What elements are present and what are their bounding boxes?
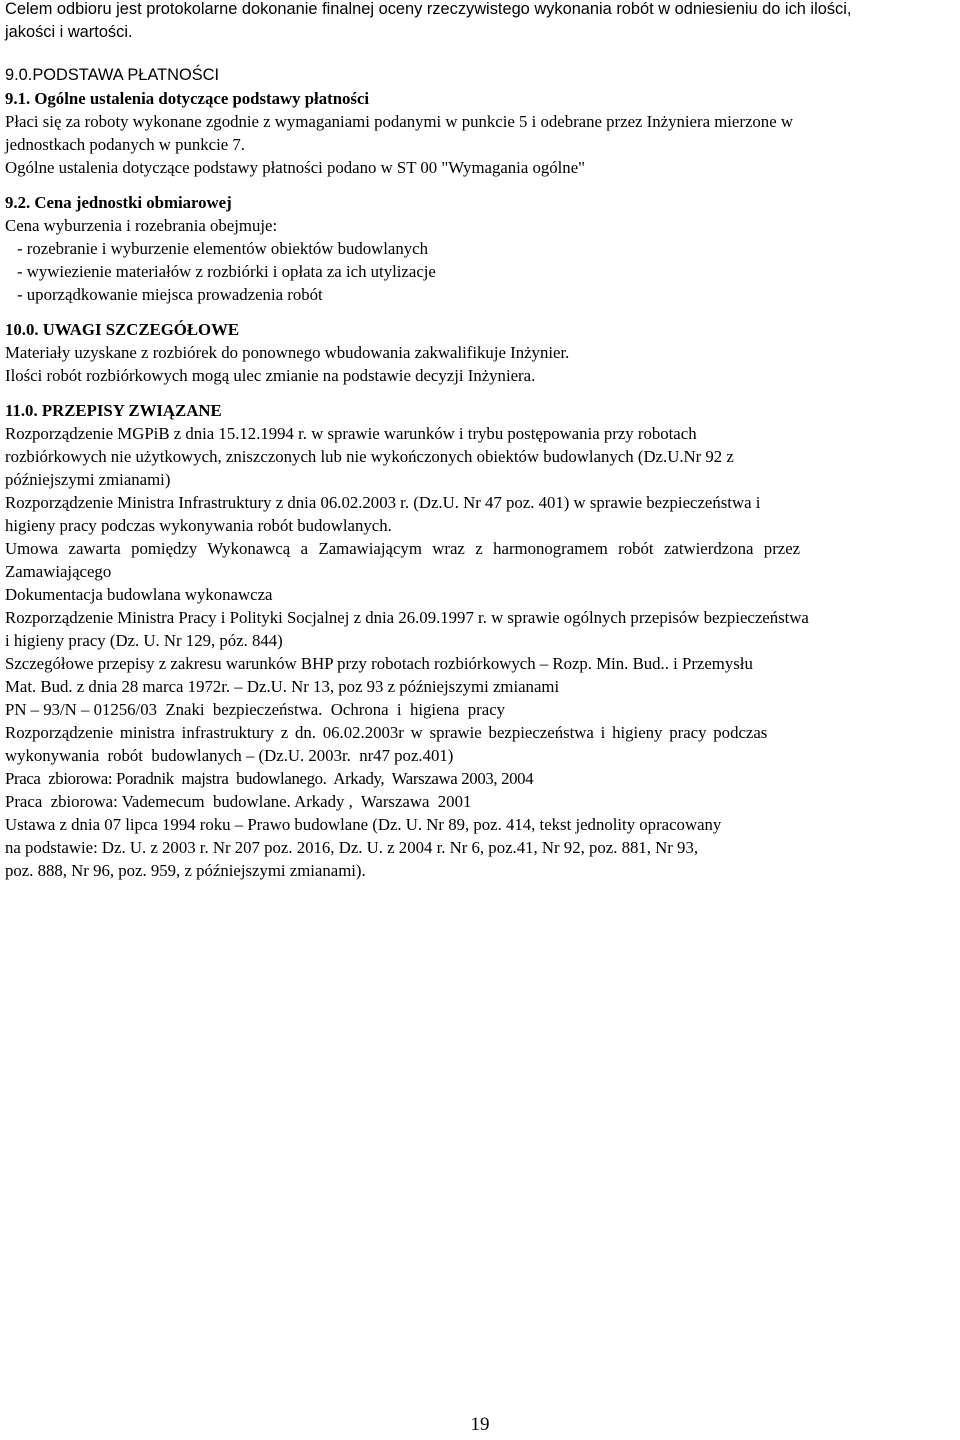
regulation-line: Ustawa z dnia 07 lipca 1994 roku – Prawo budowlane (Dz. U. Nr 89, poz. 414, tekst jednolity opracowany [5,815,722,834]
section-9-1-heading: 9.1. Ogólne ustalenia dotyczące podstawy płatności [5,89,370,108]
section-9-2-intro: Cena wyburzenia i rozebrania obejmuje: [5,216,278,235]
list-item: - wywiezienie materiałów z rozbiórki i opłata za ich utylizacje [17,262,436,281]
document-page [5,0,957,882]
regulation-line: Dokumentacja budowlana wykonawcza [5,585,273,604]
regulation-line: rozbiórkowych nie użytkowych, zniszczonych lub nie wykończonych obiektów budowlanych (Dz.U.Nr 92 z [5,447,734,466]
regulation-line: PN – 93/N – 01256/03 Znaki bezpieczeństwa. Ochrona i higiena pracy [5,700,506,719]
section-10-line-2: Ilości robót rozbiórkowych mogą ulec zmianie na podstawie decyzji Inżyniera. [5,366,536,385]
section-9-1-line-1: Płaci się za roboty wykonane zgodnie z wymaganiami podanymi w punkcie 5 i odebrane przez Inżyniera mierzone w [5,112,793,131]
regulation-line: Umowa zawarta pomiędzy Wykonawcą a Zamawiającym wraz z harmonogramem robót zatwierdzona przez [5,539,801,558]
regulation-line: poz. 888, Nr 96, poz. 959, z późniejszymi zmianami). [5,861,366,880]
regulation-line: higieny pracy podczas wykonywania robót budowlanych. [5,516,392,535]
list-item: - uporządkowanie miejsca prowadzenia robót [17,285,323,304]
regulation-line: Praca zbiorowa: Vademecum budowlane. Arkady , Warszawa 2001 [5,792,472,811]
regulation-line: i higieny pracy (Dz. U. Nr 129, póz. 844) [5,631,283,650]
regulation-line: Rozporządzenie MGPiB z dnia 15.12.1994 r. w sprawie warunków i trybu postępowania przy robotach [5,424,697,443]
section-10-line-1: Materiały uzyskane z rozbiórek do ponownego wbudowania zakwalifikuje Inżynier. [5,343,570,362]
section-9-heading: 9.0.PODSTAWA PŁATNOŚCI [5,66,220,84]
page-number: 19 [470,1414,490,1435]
section-10-heading: 10.0. UWAGI SZCZEGÓŁOWE [5,320,240,339]
regulation-line: Rozporządzenie ministra infrastruktury z dn. 06.02.2003r w sprawie bezpieczeństwa i higieny pracy podczas [5,723,768,742]
regulation-line: na podstawie: Dz. U. z 2003 r. Nr 207 poz. 2016, Dz. U. z 2004 r. Nr 6, poz.41, Nr 92, poz. 881, Nr 93, [5,838,699,857]
intro-line-2: jakości i wartości. [5,23,133,41]
regulation-line: Rozporządzenie Ministra Pracy i Polityki Socjalnej z dnia 26.09.1997 r. w sprawie ogólnych przepisów bezpieczeństwa [5,608,809,627]
regulation-line: wykonywania robót budowlanych – (Dz.U. 2003r. nr47 poz.401) [5,746,454,765]
section-9-1-line-3: Ogólne ustalenia dotyczące podstawy płatności podano w ST 00 "Wymagania ogólne" [5,158,586,177]
regulation-line: Rozporządzenie Ministra Infrastruktury z dnia 06.02.2003 r. (Dz.U. Nr 47 poz. 401) w sprawie bezpieczeństwa i [5,493,761,512]
intro-line-1: Celem odbioru jest protokolarne dokonanie finalnej oceny rzeczywistego wykonania robót w odniesieniu do ich ilości, [5,0,852,18]
section-9-1-line-2: jednostkach podanych w punkcie 7. [5,135,246,154]
regulation-line: Szczegółowe przepisy z zakresu warunków BHP przy robotach rozbiórkowych – Rozp. Min. Bud.. i Przemysłu [5,654,753,673]
list-item: - rozebranie i wyburzenie elementów obiektów budowlanych [17,239,428,258]
section-11-heading: 11.0. PRZEPISY ZWIĄZANE [5,401,222,420]
regulation-line: Praca zbiorowa: Poradnik majstra budowlanego. Arkady, Warszawa 2003, 2004 [5,769,534,788]
regulation-line: Zamawiającego [5,562,112,581]
section-9-2-heading: 9.2. Cena jednostki obmiarowej [5,193,232,212]
regulation-line: późniejszymi zmianami) [5,470,171,489]
regulation-line: Mat. Bud. z dnia 28 marca 1972r. – Dz.U. Nr 13, poz 93 z późniejszymi zmianami [5,677,560,696]
